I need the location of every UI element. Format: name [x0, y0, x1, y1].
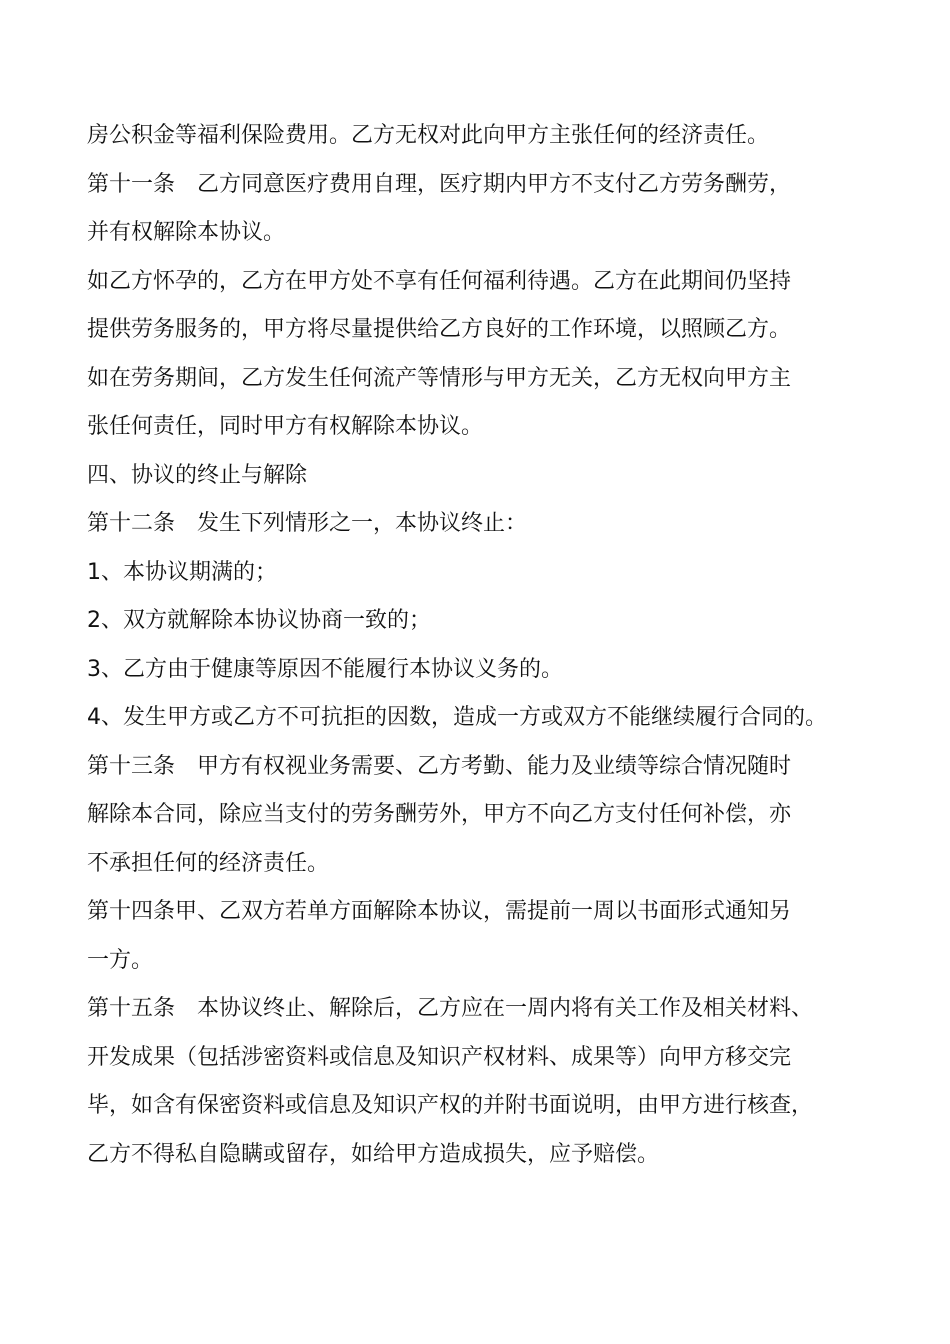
- document-line: 房公积金等福利保险费用。乙方无权对此向甲方主张任何的经济责任。: [87, 123, 770, 148]
- document-line: 毕，如含有保密资料或信息及知识产权的并附书面说明，由甲方进行核查，: [87, 1093, 814, 1118]
- list-item: 1、本协议期满的；: [87, 559, 277, 585]
- document-line: 第十一条 乙方同意医疗费用自理，医疗期内甲方不支付乙方劳务酬劳，: [87, 171, 792, 197]
- document-line: 张任何责任，同时甲方有权解除本协议。: [87, 414, 484, 439]
- list-item: 4、发生甲方或乙方不可抗拒的因数，造成一方或双方不能继续履行合同的。: [87, 705, 827, 730]
- document-body: [87, 112, 887, 1179]
- document-line: 第十三条 甲方有权视业务需要、乙方考勤、能力及业绩等综合情况随时: [87, 753, 792, 779]
- document-line: 提供劳务服务的，甲方将尽量提供给乙方良好的工作环境，以照顾乙方。: [87, 317, 792, 342]
- document-line: 乙方不得私自隐瞒或留存，如给甲方造成损失，应予赔偿。: [87, 1141, 660, 1167]
- document-line: 开发成果（包括涉密资料或信息及知识产权材料、成果等）向甲方移交完: [87, 1044, 792, 1070]
- list-item: 2、双方就解除本协议协商一致的；: [87, 608, 431, 633]
- document-line: 并有权解除本协议。: [87, 220, 286, 245]
- document-line: 不承担任何的经济责任。: [87, 850, 330, 876]
- document-line: 第十五条 本协议终止、解除后，乙方应在一周内将有关工作及相关材料、: [87, 996, 814, 1021]
- section-heading: 四、协议的终止与解除: [87, 462, 308, 488]
- document-line: 一方。: [87, 947, 154, 973]
- list-item: 3、乙方由于健康等原因不能履行本协议义务的。: [87, 656, 563, 682]
- document-line: 第十二条 发生下列情形之一，本协议终止：: [87, 511, 528, 536]
- document-line: 解除本合同，除应当支付的劳务酬劳外，甲方不向乙方支付任何补偿，亦: [87, 802, 792, 827]
- document-line: 如在劳务期间，乙方发生任何流产等情形与甲方无关，乙方无权向甲方主: [87, 365, 792, 391]
- document-line: 第十四条甲、乙双方若单方面解除本协议，需提前一周以书面形式通知另: [87, 899, 792, 924]
- document-line: 如乙方怀孕的，乙方在甲方处不享有任何福利待遇。乙方在此期间仍坚持: [87, 268, 792, 294]
